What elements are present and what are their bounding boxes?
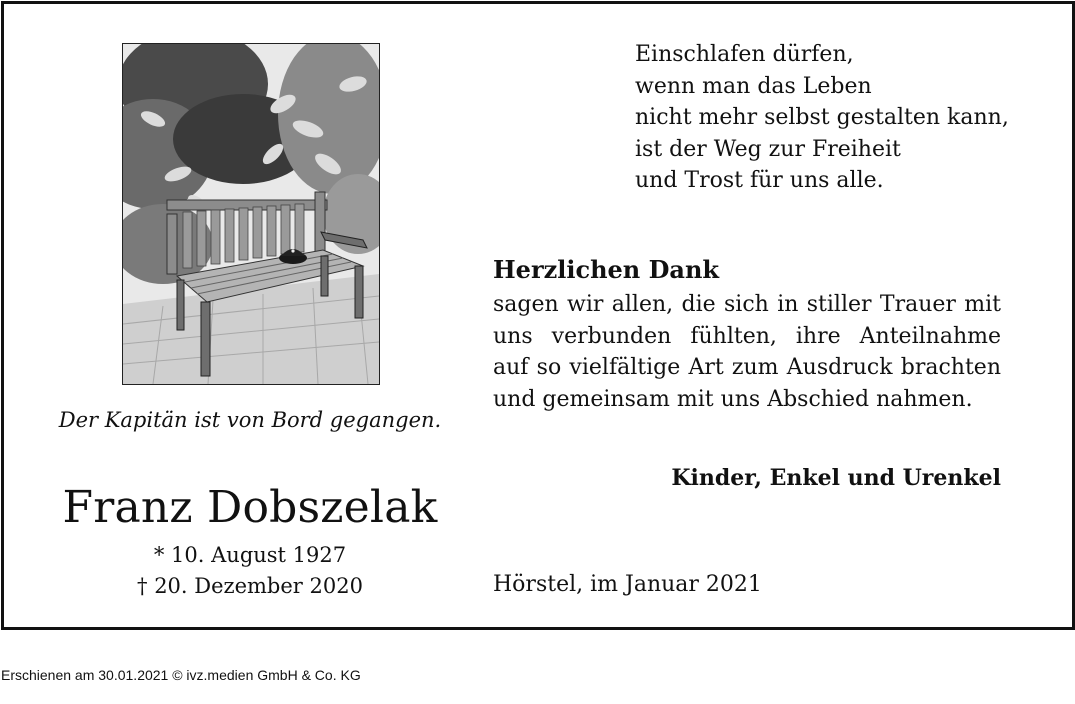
thanks-text [493,289,1001,415]
poem-line: ist der Weg zur Freiheit [635,136,901,162]
poem-line: und Trost für uns alle. [635,168,884,193]
poem [635,39,1009,197]
bench-photo [122,43,380,385]
death-date: † 20. Dezember 2020 [137,574,363,598]
thanks-heading: Herzlichen Dank [493,255,720,284]
obituary-frame [1,1,1075,630]
caption-quote: Der Kapitän ist von Bord gegangen. [58,408,442,432]
thanks-line: und gemeinsam mit uns Abschied nahmen. [493,386,973,412]
poem-line: Einschlafen dürfen, [635,42,854,67]
birth-date: * 10. August 1927 [153,543,347,567]
thanks-line: auf so vielfältige Art zum Ausdruck brachten [493,355,1001,380]
deceased-name: Franz Dobszelak [62,482,438,533]
signature: Kinder, Enkel und Urenkel [671,465,1001,491]
life-dates [44,540,456,602]
poem-line: nicht mehr selbst gestalten kann, [635,105,1009,130]
publication-footer: Erschienen am 30.01.2021 © ivz.medien GmbH & Co. KG [1,667,361,683]
place-date: Hörstel, im Januar 2021 [493,572,762,597]
bench-photo-image [123,44,379,384]
poem-line: wenn man das Leben [635,73,872,99]
thanks-line: sagen wir allen, die sich in stiller Trauer mit [493,292,1001,317]
thanks-line: uns verbunden fühlten, ihre Anteilnahme [493,323,1001,349]
